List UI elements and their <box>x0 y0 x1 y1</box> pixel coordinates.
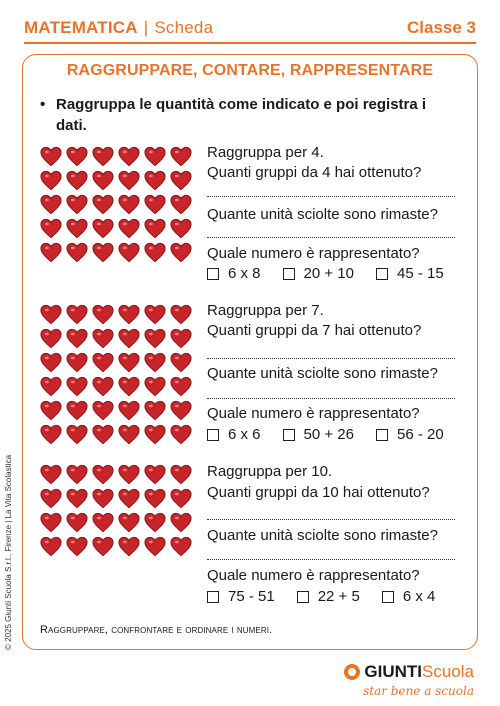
heart-icon <box>66 242 92 266</box>
checkbox-icon[interactable] <box>376 429 388 441</box>
heart-icon <box>118 512 144 536</box>
heart-icon <box>144 536 170 560</box>
heart-icon <box>170 488 196 512</box>
heart-icon <box>170 376 196 400</box>
heart-icon <box>118 304 144 328</box>
heart-icon <box>170 352 196 376</box>
heart-icon <box>92 170 118 194</box>
option-3[interactable] <box>376 426 444 443</box>
options-row <box>207 265 466 282</box>
heart-icon <box>118 536 144 560</box>
heart-icon <box>66 376 92 400</box>
heart-icon <box>170 424 196 448</box>
heart-icon <box>92 352 118 376</box>
heart-icon <box>170 194 196 218</box>
logo-brand-a: GIUNTI <box>364 662 423 681</box>
question-number: Quale numero è rappresentato? <box>207 405 420 422</box>
options-row <box>207 426 466 443</box>
options-row <box>207 588 457 605</box>
heart-icon <box>118 170 144 194</box>
heart-icon <box>170 170 196 194</box>
heart-icon <box>40 488 66 512</box>
heart-icon <box>144 376 170 400</box>
heart-icon <box>92 218 118 242</box>
option-1[interactable] <box>207 588 275 605</box>
heart-icon <box>170 242 196 266</box>
question-leftover: Quante unità sciolte sono rimaste? <box>207 206 438 223</box>
heart-icon <box>92 304 118 328</box>
heart-icon <box>40 424 66 448</box>
heart-icon <box>170 464 196 488</box>
header-divider <box>24 42 476 44</box>
heart-icon <box>144 328 170 352</box>
giunti-scuola-logo <box>344 662 474 698</box>
logo-tagline: star bene a scuola <box>363 684 474 698</box>
heart-icon <box>40 194 66 218</box>
checkbox-icon[interactable] <box>283 268 295 280</box>
heart-grid-1 <box>40 146 196 266</box>
question-leftover: Quante unità sciolte sono rimaste? <box>207 527 438 544</box>
grade-label: Classe 3 <box>407 18 476 37</box>
heart-icon <box>144 146 170 170</box>
heart-icon <box>92 536 118 560</box>
heart-icon <box>144 304 170 328</box>
heart-icon <box>144 488 170 512</box>
question-number: Quale numero è rappresentato? <box>207 567 420 584</box>
heart-icon <box>40 376 66 400</box>
heart-icon <box>92 328 118 352</box>
heart-icon <box>144 424 170 448</box>
question-number: Quale numero è rappresentato? <box>207 245 420 262</box>
heart-icon <box>170 512 196 536</box>
heart-icon <box>66 352 92 376</box>
heart-icon <box>40 242 66 266</box>
heart-icon <box>170 146 196 170</box>
sheet-type-label: Scheda <box>154 18 214 37</box>
heart-grid-2 <box>40 304 196 448</box>
option-label: 50 + 26 <box>303 426 354 443</box>
instruction <box>40 94 460 136</box>
heart-icon <box>118 488 144 512</box>
heart-icon <box>40 400 66 424</box>
heart-icon <box>92 146 118 170</box>
option-label: 56 - 20 <box>397 426 444 443</box>
option-3[interactable] <box>376 265 444 282</box>
heart-icon <box>92 400 118 424</box>
page-header <box>24 14 476 44</box>
heart-icon <box>170 328 196 352</box>
heart-icon <box>40 304 66 328</box>
instruction-text: Raggruppa le quantità come indicato e poi registra i dati. <box>56 96 427 134</box>
header-separator: | <box>143 18 149 37</box>
heart-icon <box>144 170 170 194</box>
option-2[interactable] <box>283 426 354 443</box>
answer-line-leftover[interactable] <box>207 237 455 238</box>
heart-icon <box>66 194 92 218</box>
option-3[interactable] <box>382 588 436 605</box>
heart-grid-3 <box>40 464 196 560</box>
heart-icon <box>66 400 92 424</box>
heart-icon <box>66 146 92 170</box>
checkbox-icon[interactable] <box>207 268 219 280</box>
heart-icon <box>40 328 66 352</box>
option-label: 45 - 15 <box>397 265 444 282</box>
heart-icon <box>92 512 118 536</box>
heart-icon <box>170 218 196 242</box>
question-groups: Quanti gruppi da 7 hai ottenuto? <box>207 322 422 339</box>
option-label: 20 + 10 <box>303 265 354 282</box>
heart-icon <box>118 218 144 242</box>
heart-icon <box>92 194 118 218</box>
heart-icon <box>92 376 118 400</box>
heart-icon <box>66 512 92 536</box>
heart-icon <box>40 146 66 170</box>
heart-icon <box>118 194 144 218</box>
question-groups: Quanti gruppi da 10 hai ottenuto? <box>207 484 430 501</box>
heart-icon <box>118 146 144 170</box>
worksheet-title: RAGGRUPPARE, CONTARE, RAPPRESENTARE <box>66 62 434 79</box>
heart-icon <box>118 328 144 352</box>
option-2[interactable] <box>297 588 360 605</box>
checkbox-icon[interactable] <box>297 591 309 603</box>
heart-icon <box>144 194 170 218</box>
heart-icon <box>170 400 196 424</box>
header-left <box>24 18 213 38</box>
heart-icon <box>66 304 92 328</box>
heart-icon <box>118 376 144 400</box>
option-label: 22 + 5 <box>317 588 360 605</box>
answer-line-groups[interactable] <box>207 519 455 520</box>
heart-icon <box>92 464 118 488</box>
group-instruction: Raggruppa per 10. <box>207 463 333 480</box>
logo-brand-b: Scuola <box>422 662 474 681</box>
heart-icon <box>66 424 92 448</box>
checkbox-icon[interactable] <box>376 268 388 280</box>
checkbox-icon[interactable] <box>207 591 219 603</box>
heart-icon <box>144 218 170 242</box>
answer-line-leftover[interactable] <box>207 398 455 399</box>
checkbox-icon[interactable] <box>382 591 394 603</box>
question-groups: Quanti gruppi da 4 hai ottenuto? <box>207 164 422 181</box>
heart-icon <box>144 242 170 266</box>
heart-icon <box>40 464 66 488</box>
heart-icon <box>92 242 118 266</box>
heart-icon <box>118 424 144 448</box>
group-instruction: Raggruppa per 7. <box>207 302 324 319</box>
question-leftover: Quante unità sciolte sono rimaste? <box>207 365 438 382</box>
heart-icon <box>144 352 170 376</box>
heart-icon <box>40 218 66 242</box>
heart-icon <box>40 512 66 536</box>
option-2[interactable] <box>283 265 354 282</box>
footer-note <box>40 624 272 636</box>
heart-icon <box>40 170 66 194</box>
heart-icon <box>66 536 92 560</box>
option-label: 6 x 6 <box>228 426 261 443</box>
checkbox-icon[interactable] <box>283 429 295 441</box>
footer-note-text: Raggruppare, confrontare e ordinare i numeri. <box>40 624 273 636</box>
option-label: 75 - 51 <box>228 588 275 605</box>
heart-icon <box>144 400 170 424</box>
heart-icon <box>40 536 66 560</box>
heart-icon <box>92 488 118 512</box>
option-label: 6 x 8 <box>228 265 261 282</box>
heart-icon <box>66 488 92 512</box>
heart-icon <box>66 328 92 352</box>
group-instruction: Raggruppa per 4. <box>207 144 324 161</box>
heart-icon <box>118 400 144 424</box>
heart-icon <box>144 512 170 536</box>
heart-icon <box>170 304 196 328</box>
heart-icon <box>170 536 196 560</box>
heart-icon <box>118 242 144 266</box>
logo-mark-icon <box>344 664 360 680</box>
instruction-bullet: • <box>40 96 46 113</box>
answer-line-groups[interactable] <box>207 358 455 359</box>
heart-icon <box>66 464 92 488</box>
option-1[interactable] <box>207 426 261 443</box>
heart-icon <box>118 352 144 376</box>
heart-icon <box>144 464 170 488</box>
logo-brand <box>344 662 474 682</box>
checkbox-icon[interactable] <box>207 429 219 441</box>
answer-line-groups[interactable] <box>207 196 455 197</box>
option-label: 6 x 4 <box>402 588 436 605</box>
heart-icon <box>40 352 66 376</box>
subject-label: MATEMATICA <box>24 18 138 37</box>
option-1[interactable] <box>207 265 261 282</box>
copyright-text: © 2025 Giunti Scuola S.r.l., Firenze | La Vita Scolastica <box>4 454 13 650</box>
heart-icon <box>66 218 92 242</box>
answer-line-leftover[interactable] <box>207 559 455 560</box>
heart-icon <box>92 424 118 448</box>
heart-icon <box>118 464 144 488</box>
heart-icon <box>66 170 92 194</box>
